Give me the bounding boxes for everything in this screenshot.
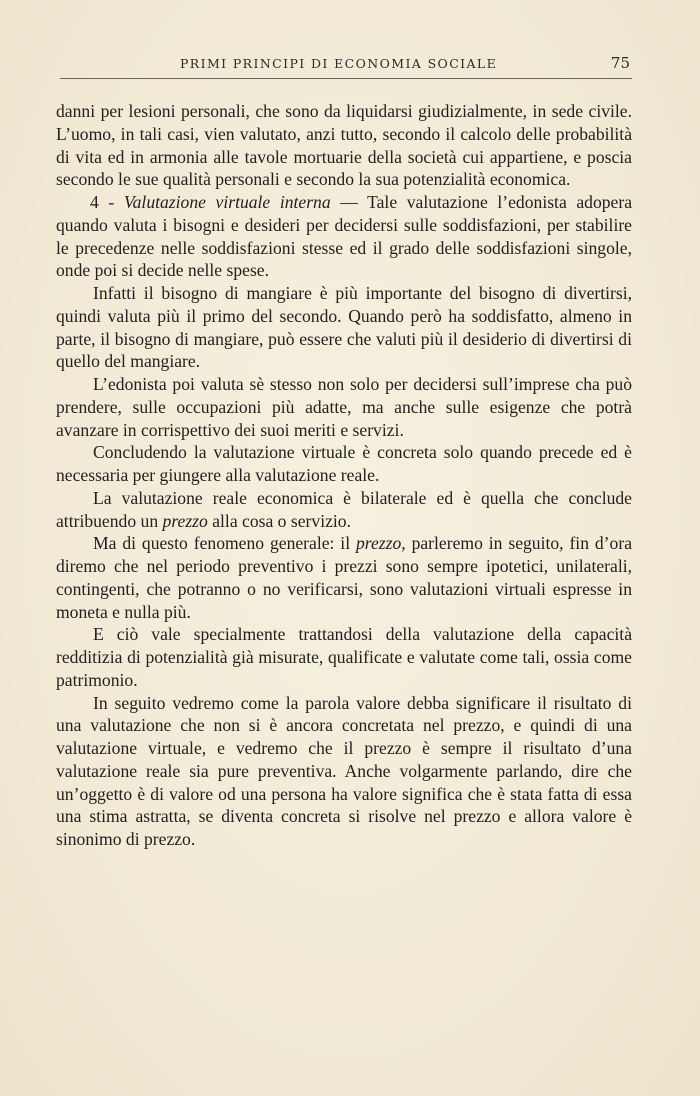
paragraph-8: E ciò vale specialmente trattandosi della valutazione della capacità redditizia di potenzialità già misurate, qualificate e valutate come tali, ossia come patrimonio. <box>56 624 632 690</box>
paragraph-6-end: alla cosa o servizio. <box>212 510 351 531</box>
paragraph-7-emphasis: prezzo, <box>355 533 406 554</box>
paragraph-3: Infatti il bisogno di mangiare è più importante del bisogno di divertirsi, quindi valuta più il primo del secondo. Quando però ha soddisfatto, almeno in parte, il bisogno di mangiare, può essere che valuti più il desiderio di divertirsi di quello del mangiare. <box>56 283 632 372</box>
paragraph-7 <box>56 532 632 623</box>
section-number: 4 - <box>90 192 115 212</box>
body-text <box>56 100 632 851</box>
paragraph-6 <box>56 487 632 533</box>
page-number: 75 <box>610 54 630 72</box>
section-title: Valutazione virtuale interna <box>123 192 331 212</box>
running-header <box>60 54 632 79</box>
running-title: PRIMI PRINCIPI DI ECONOMIA SOCIALE <box>180 56 498 71</box>
paragraph-2-text: — Tale valutazione l’edonista adopera quando valuta i bisogni e desideri per decidersi sulle soddisfazioni, per stabilire le precedenze nelle soddisfazioni stesse ed il grado delle soddisfazioni singole, onde poi si decide nelle spese. <box>56 192 633 281</box>
paragraph-7-start: Ma di questo fenomeno generale: il <box>93 533 351 554</box>
paragraph-4: L’edonista poi valuta sè stesso non solo per decidersi sull’imprese cha può prendere, sulle occupazioni più adatte, ma anche sulle esigenze che potrà avanzare in corrispettivo dei suoi meriti e servizi. <box>56 374 632 440</box>
paragraph-6-start: La valutazione reale economica è bilaterale ed è quella che conclude attribuendo un <box>56 487 632 531</box>
paragraph-5: Concludendo la valutazione virtuale è concreta solo quando precede ed è necessaria per giungere alla valutazione reale. <box>56 442 632 485</box>
paragraph-9: In seguito vedremo come la parola valore debba significare il risultato di una valutazione che non si è ancora concretata nel prezzo, e quindi di una valutazione virtuale, e vedremo che il prezzo è sempre il risultato d’una valutazione reale sia pure preventiva. Anche volgarmente parlando, dire che un’oggetto è di valore od una persona ha valore significa che è stata fatta di essa una stima astratta, se diventa concreta si risolve nel prezzo e allora valore è sinonimo di prezzo. <box>56 692 632 849</box>
paragraph-7-end: parleremo in seguito, fin d’ora diremo che nel periodo preventivo i prezzi sono sempre ipotetici, unilaterali, contingenti, che potranno o no verificarsi, sono valutazioni virtuali espresse in moneta e nulla più. <box>56 533 632 622</box>
paragraph-6-emphasis: prezzo <box>162 510 208 531</box>
paragraph-1: danni per lesioni personali, che sono da liquidarsi giudizialmente, in sede civile. L’uomo, in tali casi, vien valutato, anzi tutto, secondo il calcolo delle probabilità di vita ed in armonia alle tavole mortuarie della società cui appartiene, e poscia secondo le sue qualità personali e secondo la sua potenzialità economica. <box>56 101 632 190</box>
paragraph-2 <box>56 191 632 282</box>
